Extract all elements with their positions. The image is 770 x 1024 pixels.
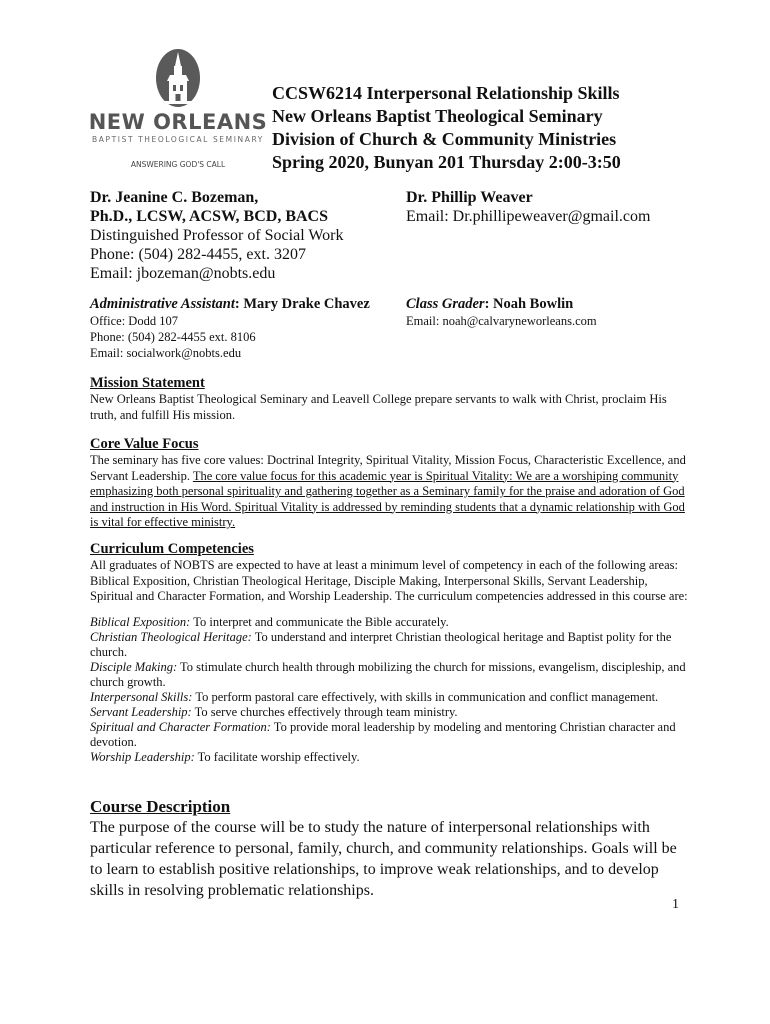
instructor-1-phone: Phone: (504) 282-4455, ext. 3207 bbox=[90, 246, 306, 263]
competency-item bbox=[90, 690, 690, 705]
instructor-1-title: Distinguished Professor of Social Work bbox=[90, 227, 344, 244]
competency-label: Servant Leadership: bbox=[90, 704, 192, 719]
competency-label: Interpersonal Skills: bbox=[90, 689, 193, 704]
chapel-steeple-icon bbox=[155, 48, 201, 108]
logo-subtitle: BAPTIST THEOLOGICAL SEMINARY bbox=[92, 135, 264, 144]
division-name: Division of Church & Community Ministries bbox=[272, 129, 617, 149]
competency-item bbox=[90, 630, 690, 660]
logo-tagline: ANSWERING GOD'S CALL bbox=[130, 160, 226, 169]
course-code-title: CCSW6214 Interpersonal Relationship Skills bbox=[272, 83, 620, 103]
competency-item bbox=[90, 615, 690, 630]
admin-assistant-header bbox=[90, 296, 370, 312]
seminary-logo bbox=[88, 48, 268, 178]
competency-text: To provide moral leadership by modeling and mentoring Christian character and devotion. bbox=[90, 719, 676, 749]
competency-item bbox=[90, 660, 690, 690]
admin-assistant-name: : Mary Drake Chavez bbox=[234, 296, 370, 312]
competency-label: Christian Theological Heritage: bbox=[90, 629, 252, 644]
core-value-body bbox=[90, 453, 690, 531]
competency-text: To perform pastoral care effectively, with skills in communication and conflict management. bbox=[192, 689, 659, 704]
course-description-body: The purpose of the course will be to study the nature of interpersonal relationships with particular reference to personal, family, church, and community relationships. Goals will be to learn to establish positive relationships, to improve weak relationships, and to develop skills in resolving problematic relationships. bbox=[90, 819, 677, 899]
admin-assistant-office: Office: Dodd 107 bbox=[90, 314, 178, 328]
competency-text: To serve churches effectively through team ministry. bbox=[191, 704, 458, 719]
core-value-body-plain: The seminary has five core values: Doctrinal Integrity, Spiritual Vitality, Mission Focus, Characteristic Excellence, and Servant Leadership. bbox=[90, 453, 686, 483]
competency-text: To stimulate church health through mobilizing the church for missions, evangelism, discipleship, and church growth. bbox=[90, 659, 686, 689]
competency-item bbox=[90, 750, 690, 765]
core-value-section bbox=[90, 436, 690, 531]
competency-item bbox=[90, 720, 690, 750]
core-value-title: Core Value Focus bbox=[90, 436, 199, 452]
competency-item bbox=[90, 705, 690, 720]
admin-assistant-email: Email: socialwork@nobts.edu bbox=[90, 346, 242, 360]
course-description-title: Course Description bbox=[90, 797, 231, 816]
competencies-list bbox=[90, 615, 690, 765]
mission-title: Mission Statement bbox=[90, 375, 205, 391]
instructor-1-name: Dr. Jeanine C. Bozeman, bbox=[90, 189, 259, 206]
admin-assistant-role: Administrative Assistant bbox=[90, 296, 235, 312]
mission-body: New Orleans Baptist Theological Seminary and Leavell College prepare servants to walk with Christ, proclaim His truth, and fulfill His mission. bbox=[90, 392, 667, 422]
competency-label: Spiritual and Character Formation: bbox=[90, 719, 271, 734]
grader-block bbox=[406, 296, 597, 329]
competency-text: To interpret and communicate the Bible accurately. bbox=[190, 614, 449, 629]
competencies-title: Curriculum Competencies bbox=[90, 541, 254, 557]
competency-label: Biblical Exposition: bbox=[90, 614, 191, 629]
competency-text: To understand and interpret Christian theological heritage and Baptist polity for the church. bbox=[90, 629, 672, 659]
grader-header bbox=[406, 296, 597, 312]
admin-assistant-phone: Phone: (504) 282-4455 ext. 8106 bbox=[90, 330, 256, 344]
instructor-2-block bbox=[406, 188, 650, 226]
institution-name: New Orleans Baptist Theological Seminary bbox=[272, 106, 603, 126]
instructor-1-email: Email: jbozeman@nobts.edu bbox=[90, 265, 276, 282]
instructor-1-credentials: Ph.D., LCSW, ACSW, BCD, BACS bbox=[90, 208, 328, 225]
competency-label: Worship Leadership: bbox=[90, 749, 195, 764]
admin-assistant-block bbox=[90, 296, 370, 361]
competencies-section bbox=[90, 541, 690, 765]
grader-name: : Noah Bowlin bbox=[484, 296, 574, 312]
core-value-body-underlined: The core value focus for this academic year is Spiritual Vitality: We are a worshiping community emphasizing both personal spirituality and gathering together as a Seminary family for the praise and adoration of God and instruction in His Word. Spiritual Vitality is addressed by reminding students that a dynamic relationship with God is vital for effective ministry. bbox=[90, 468, 685, 529]
mission-section bbox=[90, 375, 690, 423]
course-heading bbox=[272, 82, 742, 174]
logo-name: NEW ORLEANS bbox=[88, 110, 268, 134]
instructor-2-name: Dr. Phillip Weaver bbox=[406, 189, 533, 206]
term-schedule: Spring 2020, Bunyan 201 Thursday 2:00-3:50 bbox=[272, 152, 621, 172]
grader-email: Email: noah@calvaryneworleans.com bbox=[406, 314, 597, 328]
competencies-intro: All graduates of NOBTS are expected to have at least a minimum level of competency in each of the following areas: Biblical Exposition, Christian Theological Heritage, Disciple Making, Interpersonal Skills, Servant Leadership, Spiritual and Character Formation, and Worship Leadership. The curriculum competencies addressed in this course are: bbox=[90, 558, 688, 603]
instructor-2-email: Email: Dr.phillipeweaver@gmail.com bbox=[406, 208, 651, 225]
page-number: 1 bbox=[672, 897, 679, 912]
instructor-1-block bbox=[90, 188, 344, 283]
grader-role: Class Grader bbox=[406, 296, 485, 312]
competency-text: To facilitate worship effectively. bbox=[194, 749, 360, 764]
competency-label: Disciple Making: bbox=[90, 659, 178, 674]
course-description-section bbox=[90, 797, 680, 901]
